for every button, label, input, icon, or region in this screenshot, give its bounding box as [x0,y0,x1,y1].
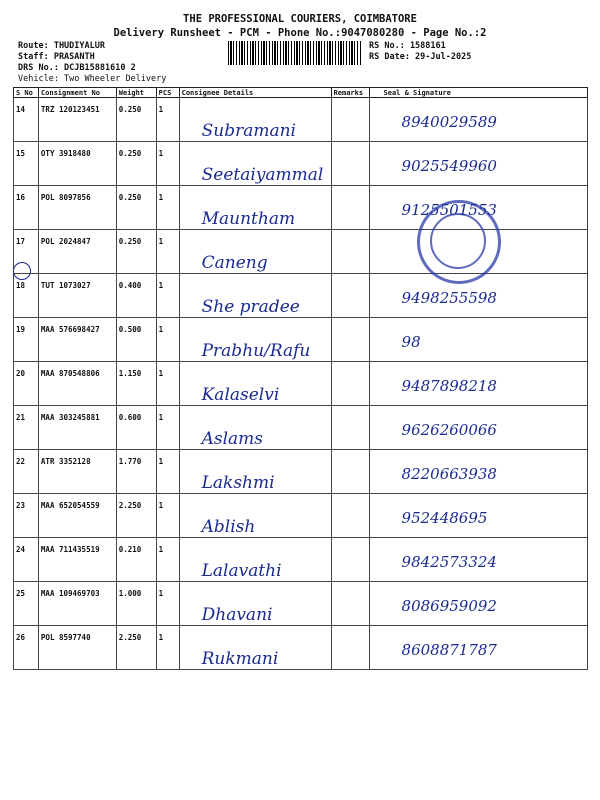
cell-signature [369,582,587,626]
cell-signature [369,142,587,186]
cell-consignment-no: POL 8597740 [38,626,116,670]
cell-consignee [179,362,331,406]
cell-consignee [179,98,331,142]
route-label: Route: THUDIYALUR [18,41,105,51]
consignee-handwriting: Prabhu/Rafu [201,341,311,361]
cell-remarks [331,362,369,406]
cell-weight: 0.250 [116,98,156,142]
cell-consignment-no: MAA 303245881 [38,406,116,450]
col-seal: Seal & Signature [369,88,587,98]
consignee-handwriting: Aslams [201,429,264,449]
col-sno: S No [14,88,39,98]
cell-sno: 18 [14,274,39,318]
cell-consignment-no: POL 2024847 [38,230,116,274]
cell-consignment-no: MAA 870548806 [38,362,116,406]
cell-remarks [331,274,369,318]
runsheet-table [13,87,588,670]
signature-phone: 9125501553 [401,201,497,219]
cell-consignee [179,230,331,274]
signature-phone: 9842573324 [401,553,497,571]
cell-consignment-no: MAA 109469703 [38,582,116,626]
vehicle-label: Vehicle: Two Wheeler Delivery [18,74,167,84]
circled-row-mark [13,262,31,280]
cell-weight: 0.210 [116,538,156,582]
cell-consignment-no: OTY 3918480 [38,142,116,186]
consignee-handwriting: Lakshmi [201,473,275,493]
cell-sno: 25 [14,582,39,626]
table-row [14,406,588,450]
cell-consignee [179,274,331,318]
rs-date-label: RS Date: 29-Jul-2025 [369,52,472,62]
cell-remarks [331,142,369,186]
col-pcs: PCS [156,88,179,98]
cell-remarks [331,626,369,670]
cell-pcs: 1 [156,318,179,362]
cell-pcs: 1 [156,582,179,626]
cell-consignee [179,142,331,186]
cell-consignment-no: TRZ 120123451 [38,98,116,142]
cell-weight: 1.150 [116,362,156,406]
signature-phone: 9626260066 [401,421,497,439]
cell-pcs: 1 [156,230,179,274]
staff-label: Staff: PRASANTH [18,52,95,62]
cell-remarks [331,318,369,362]
cell-sno: 20 [14,362,39,406]
drs-label: DRS No.: DCJB15881610 2 [18,63,136,73]
col-remarks: Remarks [331,88,369,98]
cell-consignee [179,494,331,538]
cell-pcs: 1 [156,494,179,538]
cell-consignee [179,538,331,582]
cell-weight: 0.250 [116,142,156,186]
cell-pcs: 1 [156,406,179,450]
consignee-handwriting: Caneng [201,253,268,273]
cell-remarks [331,230,369,274]
signature-phone: 8940029589 [401,113,497,131]
signature-phone: 952448695 [401,509,488,527]
table-row [14,186,588,230]
cell-signature [369,494,587,538]
cell-remarks [331,406,369,450]
cell-consignee [179,318,331,362]
table-row [14,362,588,406]
rs-no-label: RS No.: 1588161 [369,41,446,51]
cell-pcs: 1 [156,142,179,186]
signature-phone: 8220663938 [401,465,497,483]
cell-consignment-no: MAA 576698427 [38,318,116,362]
cell-signature [369,626,587,670]
cell-sno: 14 [14,98,39,142]
cell-remarks [331,582,369,626]
cell-signature [369,318,587,362]
table-row [14,494,588,538]
cell-consignment-no: MAA 711435519 [38,538,116,582]
cell-weight: 1.000 [116,582,156,626]
cell-consignment-no: ATR 3352128 [38,450,116,494]
cell-sno: 21 [14,406,39,450]
col-weight: Weight [116,88,156,98]
table-row [14,318,588,362]
table-row [14,230,588,274]
cell-consignee [179,406,331,450]
cell-weight: 0.250 [116,186,156,230]
cell-sno: 22 [14,450,39,494]
company-title: THE PROFESSIONAL COURIERS, COIMBATORE [183,13,417,25]
signature-phone: 9498255598 [401,289,497,307]
consignee-handwriting: Rukmani [201,649,279,669]
seal-stamp [417,200,501,284]
cell-sno: 24 [14,538,39,582]
cell-pcs: 1 [156,274,179,318]
cell-pcs: 1 [156,450,179,494]
table-header-row [14,88,588,98]
consignee-handwriting: Subramani [201,121,296,141]
cell-weight: 2.250 [116,626,156,670]
cell-sno: 26 [14,626,39,670]
cell-pcs: 1 [156,626,179,670]
cell-sno: 16 [14,186,39,230]
cell-consignment-no: POL 8097856 [38,186,116,230]
cell-remarks [331,538,369,582]
cell-consignee [179,626,331,670]
cell-consignment-no: TUT 1073027 [38,274,116,318]
cell-signature [369,274,587,318]
cell-consignee [179,582,331,626]
cell-pcs: 1 [156,538,179,582]
col-consignee: Consignee Details [179,88,331,98]
table-row [14,274,588,318]
col-consignment: Consignment No [38,88,116,98]
table-row [14,450,588,494]
consignee-handwriting: Dhavani [201,605,273,625]
cell-weight: 0.500 [116,318,156,362]
cell-sno: 23 [14,494,39,538]
cell-signature [369,98,587,142]
cell-sno: 17 [14,230,39,274]
table-row [14,142,588,186]
cell-consignee [179,186,331,230]
signature-phone: 8608871787 [401,641,497,659]
runsheet-subtitle: Delivery Runsheet - PCM - Phone No.:9047080280 - Page No.:2 [113,27,487,39]
cell-weight: 0.250 [116,230,156,274]
consignee-handwriting: She pradee [201,297,300,317]
signature-phone: 98 [401,333,421,351]
cell-weight: 2.250 [116,494,156,538]
consignee-handwriting: Kalaselvi [201,385,280,405]
table-row [14,626,588,670]
cell-signature [369,362,587,406]
consignee-handwriting: Lalavathi [201,561,282,581]
signature-phone: 9025549960 [401,157,497,175]
cell-consignee [179,450,331,494]
cell-consignment-no: MAA 652054559 [38,494,116,538]
consignee-handwriting: Seetaiyammal [201,165,324,185]
table-row [14,538,588,582]
signature-phone: 9487898218 [401,377,497,395]
cell-signature [369,406,587,450]
consignee-handwriting: Mauntham [201,209,296,229]
cell-pcs: 1 [156,98,179,142]
cell-remarks [331,450,369,494]
cell-sno: 15 [14,142,39,186]
table-row [14,98,588,142]
cell-weight: 0.600 [116,406,156,450]
cell-signature [369,538,587,582]
cell-signature [369,450,587,494]
cell-remarks [331,98,369,142]
consignee-handwriting: Ablish [201,517,256,537]
cell-pcs: 1 [156,186,179,230]
cell-remarks [331,494,369,538]
cell-remarks [331,186,369,230]
cell-pcs: 1 [156,362,179,406]
signature-phone: 8086959092 [401,597,497,615]
table-row [14,582,588,626]
barcode [228,41,362,65]
cell-sno: 19 [14,318,39,362]
cell-weight: 0.400 [116,274,156,318]
cell-weight: 1.770 [116,450,156,494]
